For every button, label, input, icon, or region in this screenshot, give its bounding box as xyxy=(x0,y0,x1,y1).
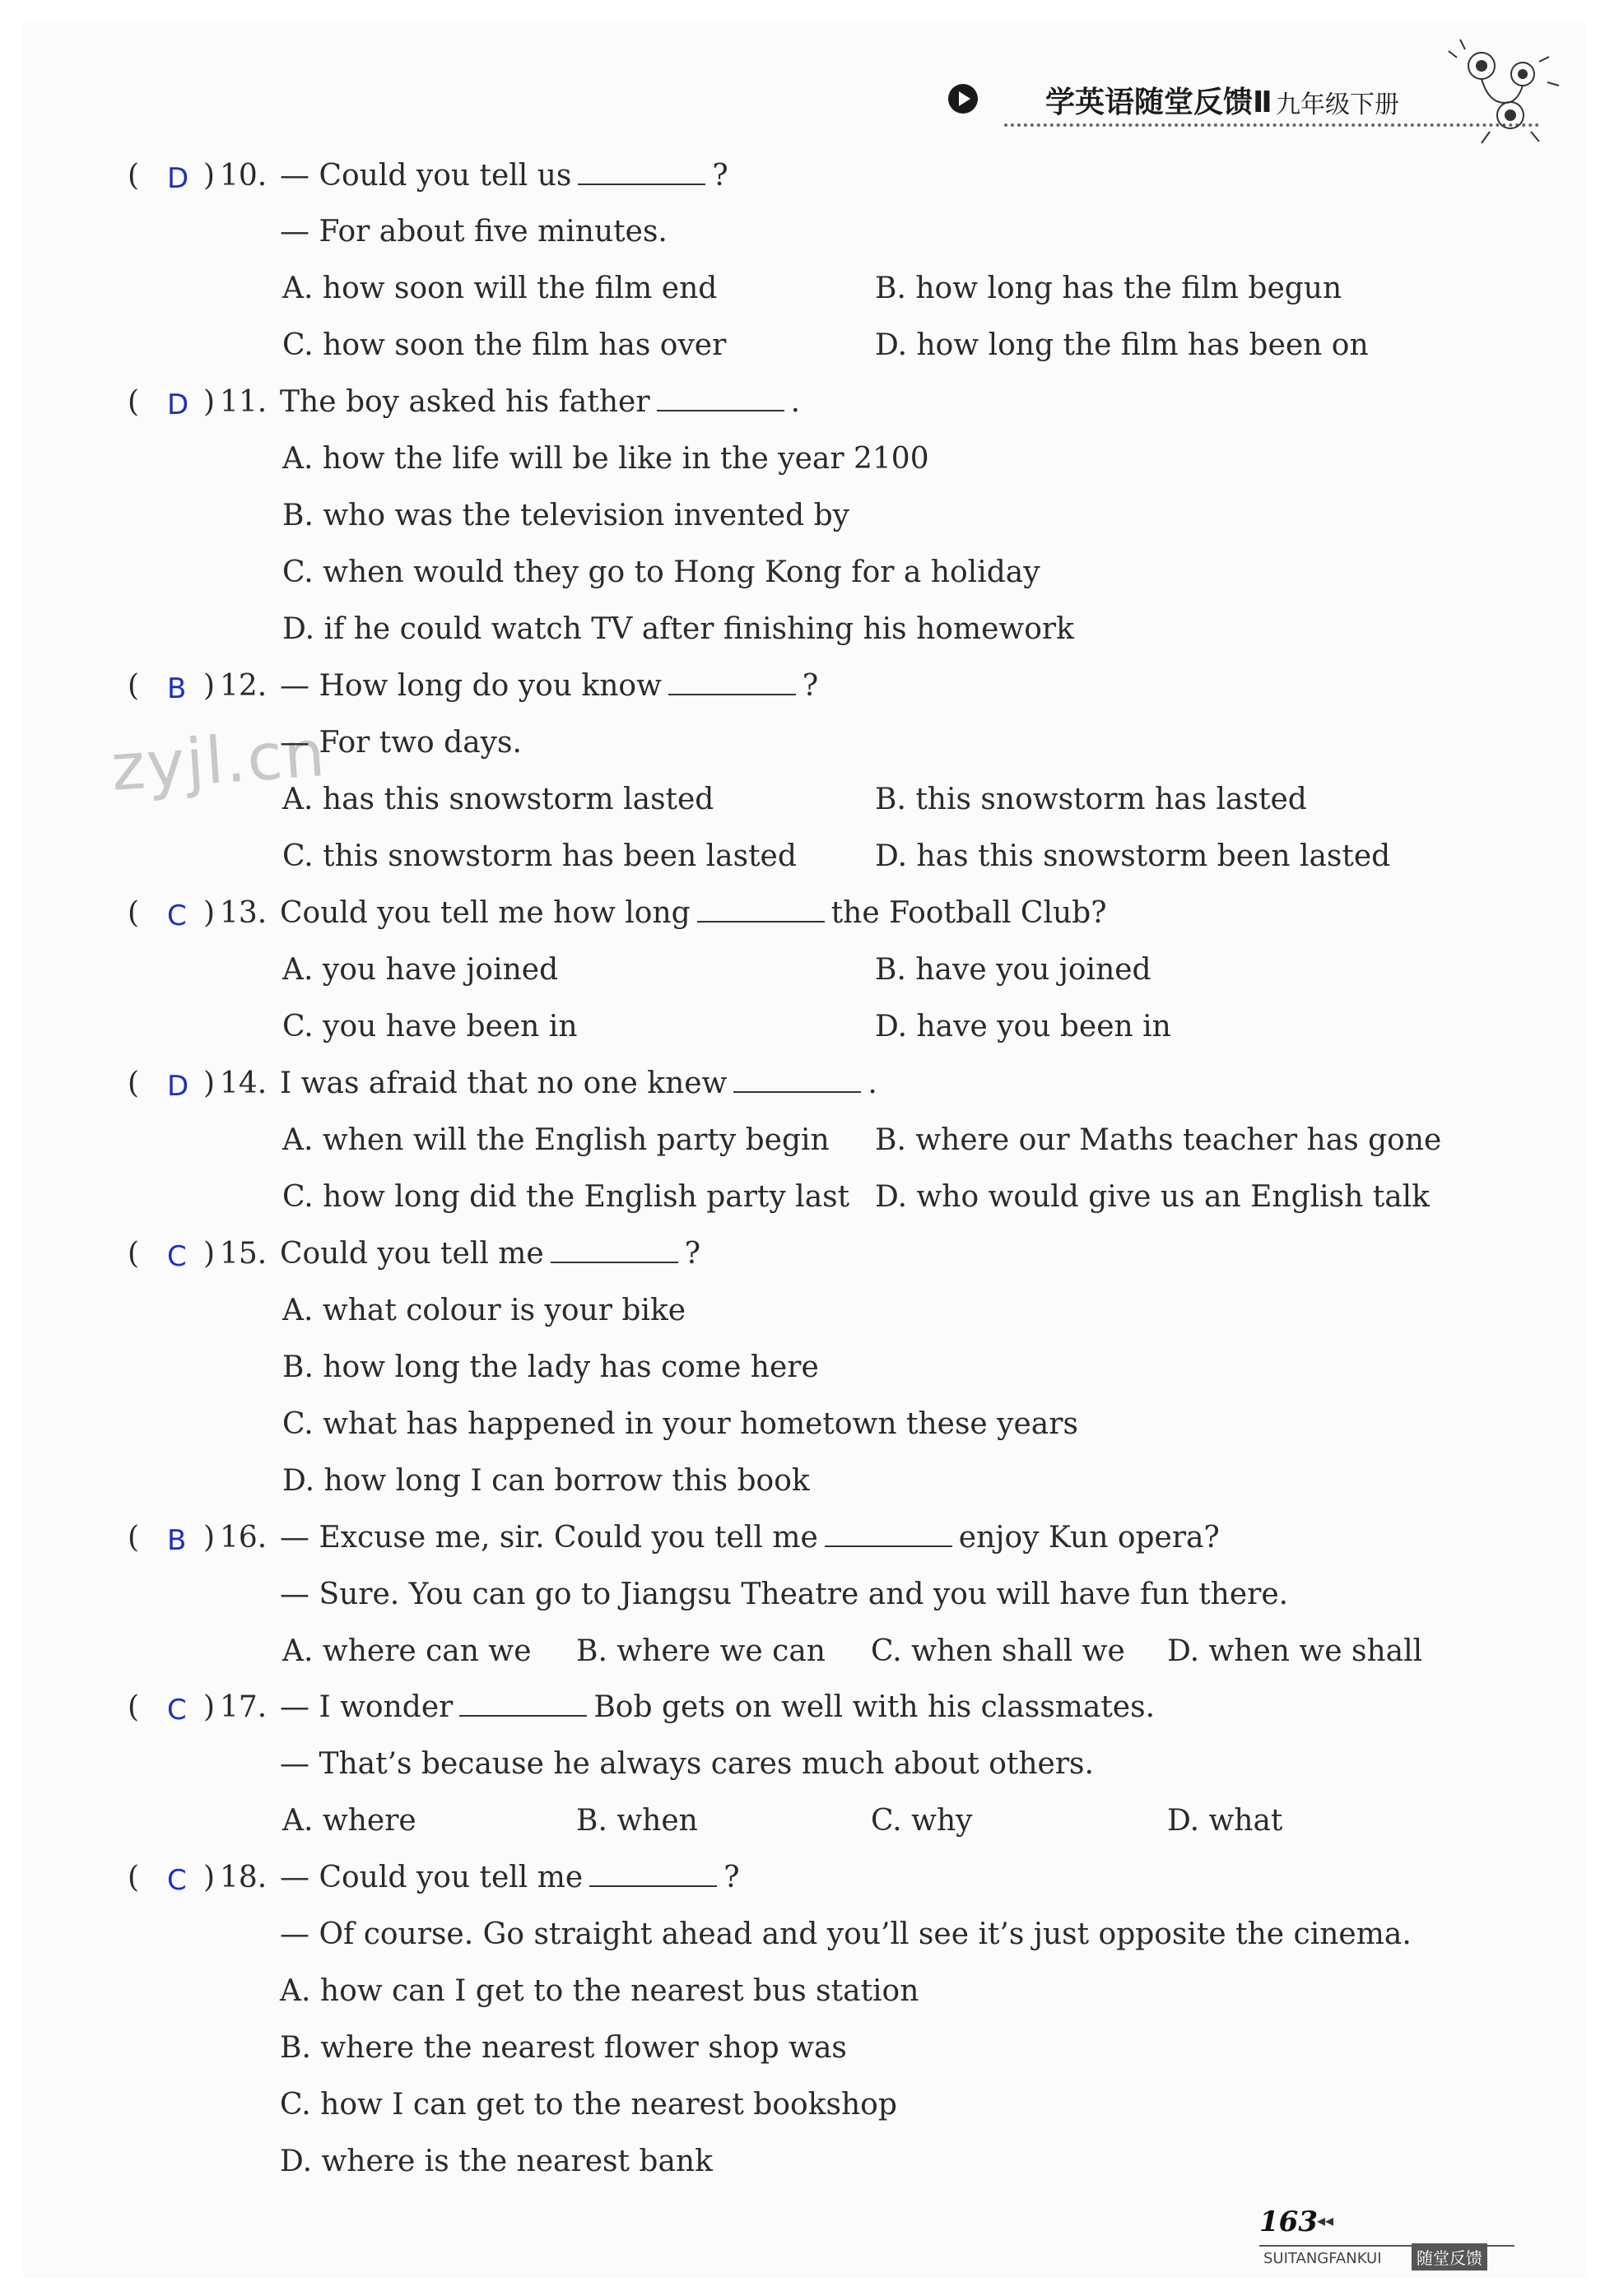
answer-blank xyxy=(668,669,796,695)
option-b: B. how long has the film begun xyxy=(875,272,1342,305)
option-b: B. when xyxy=(576,1804,698,1838)
answer-mark: C xyxy=(167,1694,187,1727)
option-c: C. this snowstorm has been lasted xyxy=(282,839,797,873)
option-d: D. who would give us an English talk xyxy=(875,1180,1430,1214)
reply-line: — For about five minutes. xyxy=(280,215,668,249)
question-stem: ( C ) 18. — Could you tell me ? xyxy=(128,1861,740,1897)
stem-text-end: ? xyxy=(712,159,728,193)
stem-text-end: Bob gets on well with his classmates. xyxy=(593,1690,1156,1724)
question-stem: ( B ) 16. — Excuse me, sir. Could you tell me enjoy Kun opera? xyxy=(128,1521,1220,1557)
book-title: 学英语随堂反馈Ⅱ xyxy=(1045,86,1272,119)
question-number: 18. xyxy=(220,1861,268,1894)
question-stem: ( D ) 14. I was afraid that no one knew . xyxy=(128,1067,877,1103)
footer-label: SUITANGFANKUI xyxy=(1263,2250,1382,2267)
option-d: D. if he could watch TV after finishing his homework xyxy=(282,612,1074,646)
option-b: B. have you joined xyxy=(875,953,1151,987)
option-a: A. you have joined xyxy=(282,953,559,987)
question-stem: ( D ) 11. The boy asked his father . xyxy=(128,385,801,421)
option-c: C. why xyxy=(871,1804,973,1838)
option-d: D. what xyxy=(1167,1804,1283,1838)
question-stem: ( B ) 12. — How long do you know ? xyxy=(128,669,819,705)
reply-line: — Sure. You can go to Jiangsu Theatre and you will have fun there. xyxy=(280,1578,1289,1611)
option-a: A. how can I get to the nearest bus station xyxy=(280,1974,919,2008)
option-a: A. where xyxy=(282,1804,416,1838)
answer-mark: D xyxy=(167,388,189,421)
answer-blank xyxy=(459,1690,587,1717)
answer-mark: D xyxy=(167,1070,189,1103)
question-number: 10. xyxy=(220,159,268,193)
stem-text-end: ? xyxy=(684,1237,701,1271)
option-a: A. where can we xyxy=(282,1634,532,1668)
reply-line: — For two days. xyxy=(280,726,522,760)
question-number: 16. xyxy=(220,1521,268,1555)
question-number: 15. xyxy=(220,1237,268,1271)
reply-line: — That’s because he always cares much about others. xyxy=(280,1747,1094,1781)
page-arrows-icon: ◂◂ xyxy=(1317,2210,1334,2230)
option-c: C. when shall we xyxy=(871,1634,1125,1668)
option-d: D. how long the film has been on xyxy=(875,328,1369,362)
stem-text: Could you tell me xyxy=(280,1237,544,1271)
reply-line: — Of course. Go straight ahead and you’ll see it’s just opposite the cinema. xyxy=(280,1917,1412,1951)
stem-text-end: ? xyxy=(723,1861,740,1894)
option-d: D. when we shall xyxy=(1167,1634,1423,1668)
option-a: A. what colour is your bike xyxy=(282,1294,686,1327)
answer-mark: B xyxy=(167,1524,187,1557)
option-b: B. this snowstorm has lasted xyxy=(875,783,1307,816)
stem-text: — Could you tell me xyxy=(280,1861,584,1894)
stem-text: I was afraid that no one knew xyxy=(280,1067,728,1100)
question-number: 17. xyxy=(220,1690,268,1724)
option-b: B. who was the television invented by xyxy=(282,499,849,532)
book-grade: 九年级下册 xyxy=(1276,91,1399,119)
answer-blank xyxy=(657,385,784,411)
question-stem: ( D ) 10. — Could you tell us ? xyxy=(128,159,728,195)
answer-blank xyxy=(825,1521,952,1547)
option-a: A. how soon will the film end xyxy=(282,272,718,305)
option-a: A. has this snowstorm lasted xyxy=(282,783,714,816)
play-icon xyxy=(947,82,979,115)
stem-text-end: the Football Club? xyxy=(830,896,1107,930)
option-c: C. you have been in xyxy=(282,1010,578,1043)
answer-mark: C xyxy=(167,899,187,932)
option-d: D. where is the nearest bank xyxy=(280,2145,713,2178)
flower-decoration-icon xyxy=(1432,25,1572,165)
footer-badge: 随堂反馈 xyxy=(1412,2243,1487,2270)
question-stem: ( C ) 15. Could you tell me ? xyxy=(128,1237,701,1273)
option-a: A. when will the English party begin xyxy=(282,1123,830,1157)
stem-text-end: . xyxy=(790,385,801,419)
option-d: D. has this snowstorm been lasted xyxy=(875,839,1391,873)
stem-text-end: ? xyxy=(802,669,819,703)
stem-text: Could you tell me how long xyxy=(280,896,691,930)
option-c: C. how I can get to the nearest bookshop xyxy=(280,2088,897,2122)
stem-text-end: enjoy Kun opera? xyxy=(958,1521,1220,1555)
stem-text: — Could you tell us xyxy=(280,159,572,193)
question-number: 14. xyxy=(220,1067,268,1100)
stem-text: — I wonder xyxy=(280,1690,454,1724)
answer-blank xyxy=(578,159,705,185)
answer-mark: B xyxy=(167,672,187,705)
option-c: C. how soon the film has over xyxy=(282,328,727,362)
question-stem: ( C ) 17. — I wonder Bob gets on well with his classmates. xyxy=(128,1690,1156,1727)
option-c: C. what has happened in your hometown these years xyxy=(282,1407,1078,1441)
answer-blank xyxy=(733,1067,861,1093)
stem-text: — Excuse me, sir. Could you tell me xyxy=(280,1521,818,1555)
answer-blank xyxy=(589,1861,717,1887)
watermark: zyjl.cn xyxy=(109,716,329,806)
question-number: 12. xyxy=(220,669,268,703)
option-b: B. where we can xyxy=(576,1634,826,1668)
answer-mark: D xyxy=(167,162,189,195)
question-stem: ( C ) 13. Could you tell me how long the Football Club? xyxy=(128,896,1107,932)
answer-blank xyxy=(697,896,825,923)
option-b: B. how long the lady has come here xyxy=(282,1350,819,1384)
option-d: D. how long I can borrow this book xyxy=(282,1464,810,1498)
stem-text: — How long do you know xyxy=(280,669,662,703)
option-c: C. when would they go to Hong Kong for a holiday xyxy=(282,555,1040,589)
option-c: C. how long did the English party last xyxy=(282,1180,850,1214)
option-d: D. have you been in xyxy=(875,1010,1171,1043)
option-b: B. where the nearest flower shop was xyxy=(280,2031,847,2065)
answer-mark: C xyxy=(167,1240,187,1273)
question-number: 13. xyxy=(220,896,268,930)
answer-mark: C xyxy=(167,1864,187,1897)
stem-text: The boy asked his father xyxy=(280,385,650,419)
question-number: 11. xyxy=(220,385,268,419)
page-number: 163 xyxy=(1259,2205,1318,2238)
stem-text-end: . xyxy=(868,1067,877,1100)
option-b: B. where our Maths teacher has gone xyxy=(875,1123,1442,1157)
option-a: A. how the life will be like in the year 2100 xyxy=(282,442,929,476)
answer-blank xyxy=(551,1237,678,1263)
